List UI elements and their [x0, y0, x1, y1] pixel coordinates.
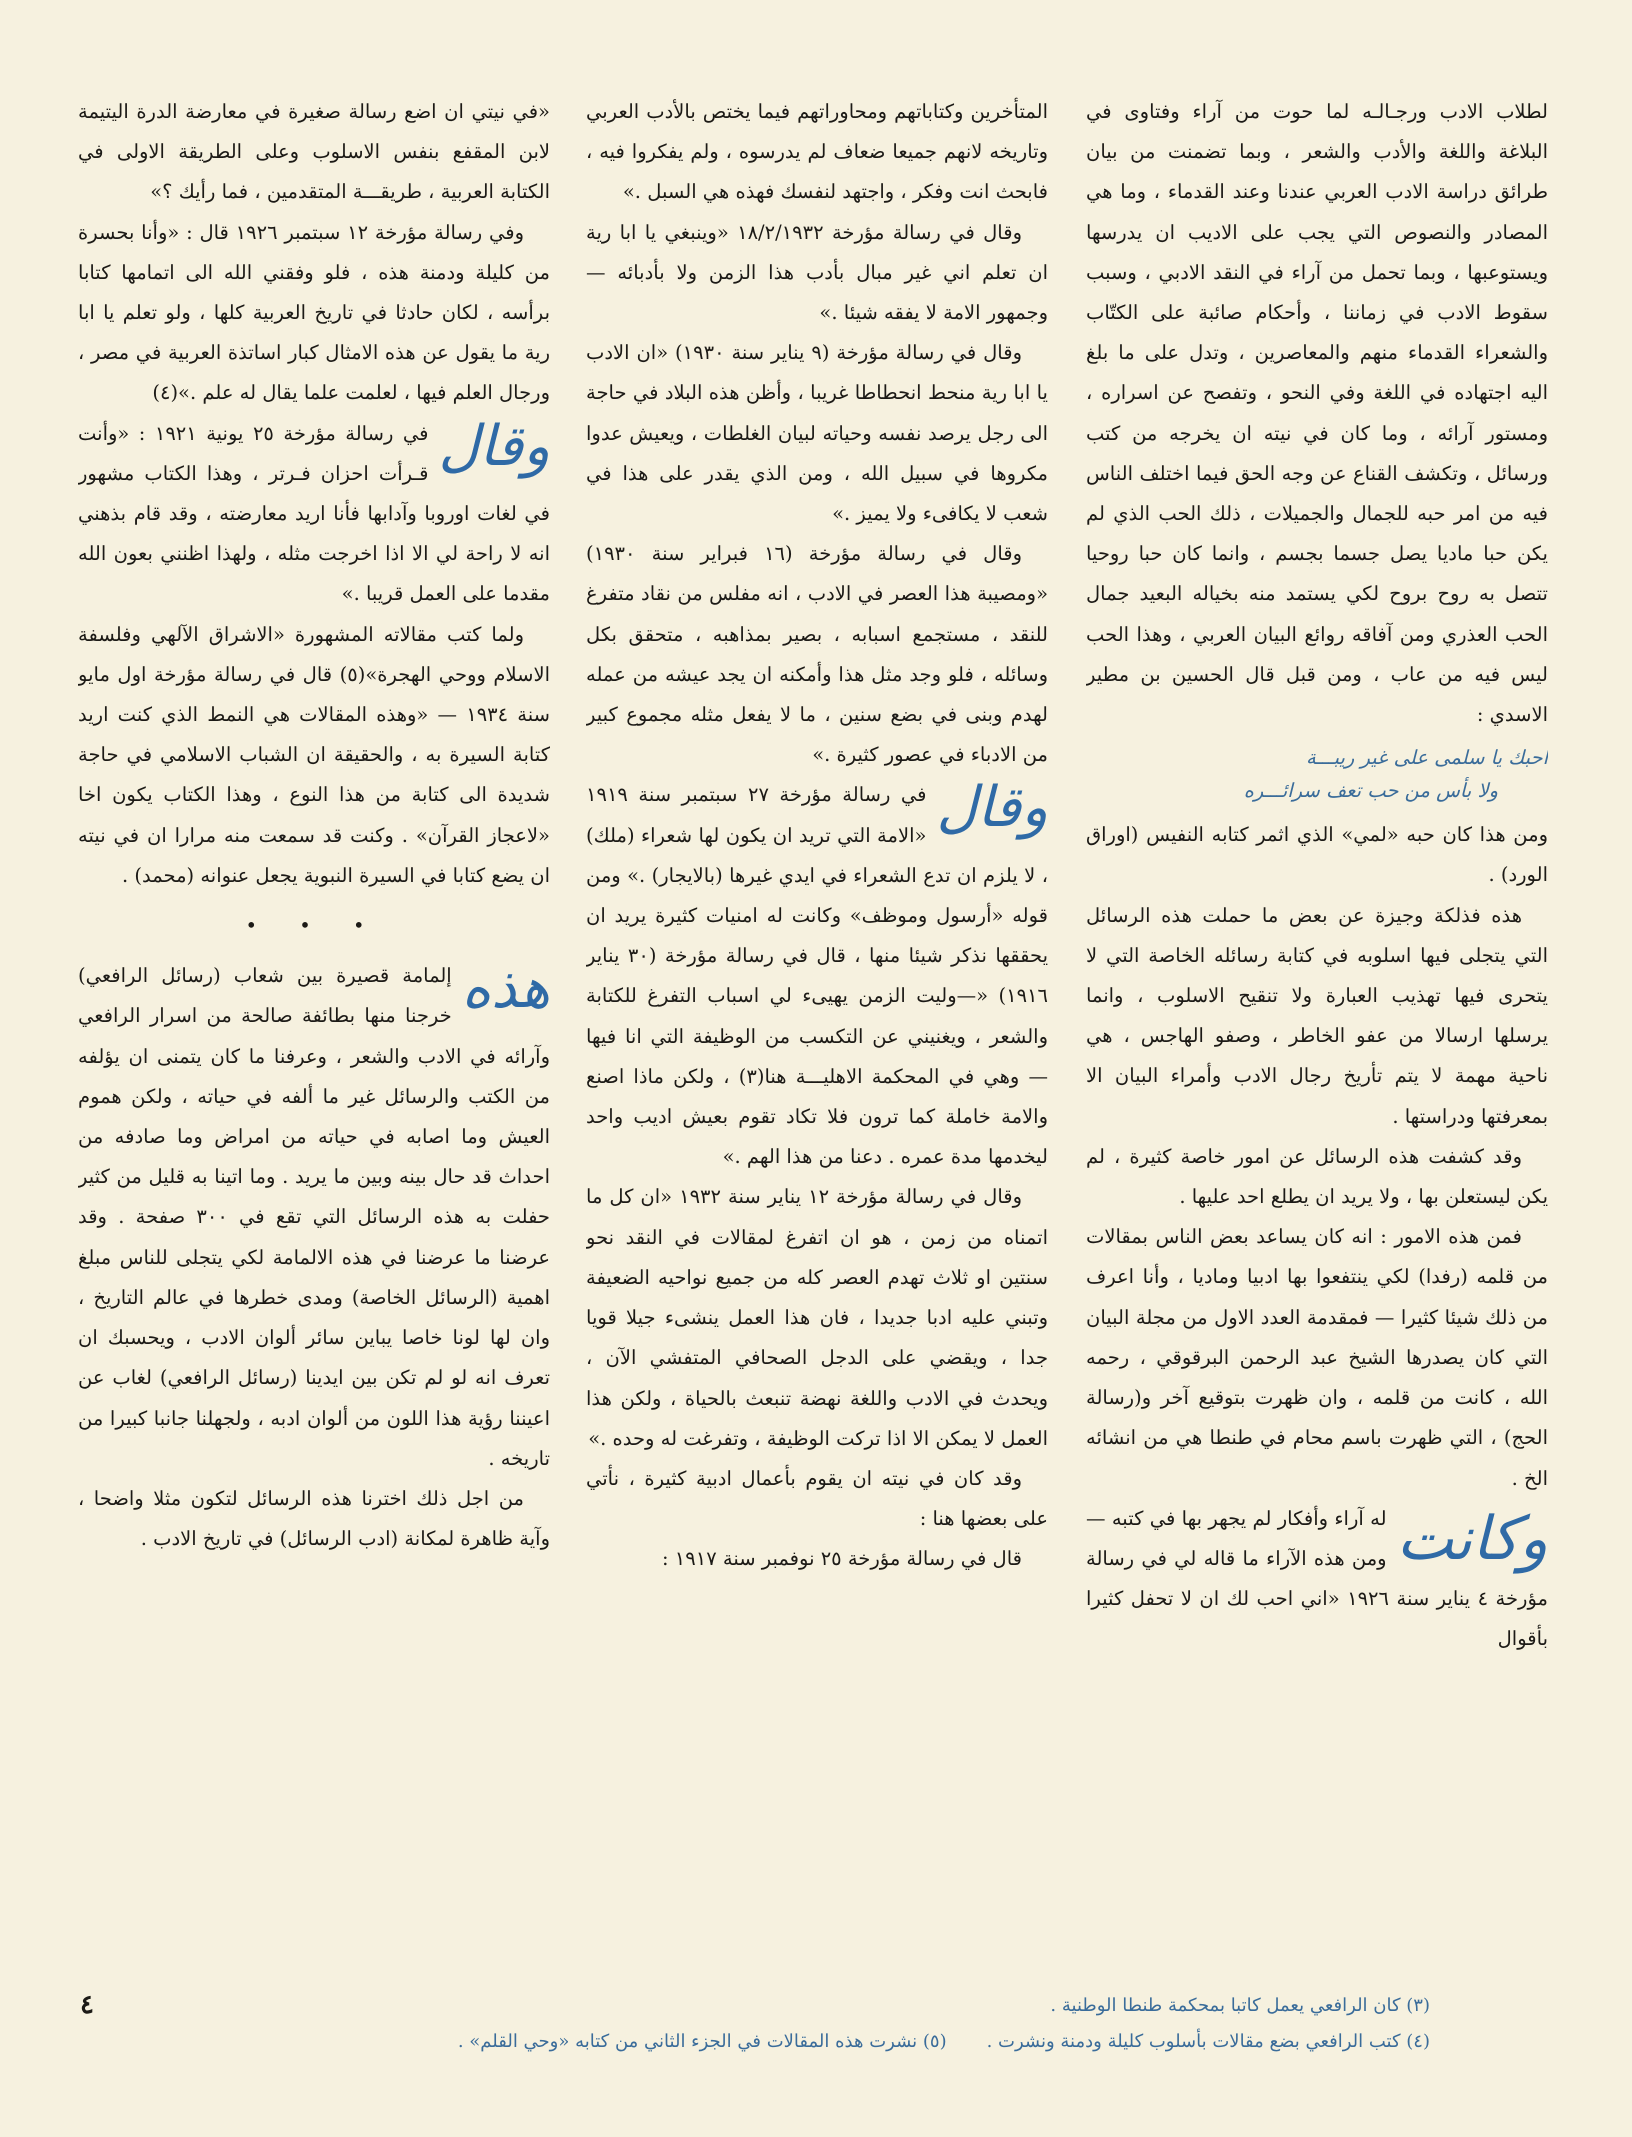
body-paragraph: قال في رسالة مؤرخة ٢٥ نوفمبر سنة ١٩١٧ :: [662, 1547, 1022, 1571]
body-paragraph: فمن هذه الامور : انه كان يساعد بعض الناس بمقالات من قلمه (رفدا) لكي ينتفعوا بها ادبيا وماديا ، وأنا اعرف من ذلك شيئا كثيرا — فمقدمة العدد الاول من مجلة البيان التي كان يصدرها الشيخ عبد الرحمن البرقوقي ، رحمه الله ، كانت من قلمه ، وان ظهرت بتوقيع آخر و(رسالة الحج) ، التي ظهرت باسم محام في طنطا هي من انشائه الخ .: [1086, 1225, 1548, 1490]
poem-verse: [1086, 741, 1548, 807]
body-paragraph: وقال في رسالة مؤرخة (١٦ فبراير سنة ١٩٣٠) «ومصيبة هذا العصر في الادب ، انه مفلس من نقاد متفرغ للنقد ، مستجمع اسبابه ، بصير بمذاهبه ، متحقق بكل وسائله ، فلو وجد مثل هذا وأمكنه ان يجد عيشه من عمله لهدم وبنى في بضع سنين ، ما لا يفعل مثله مجموع كبير من الادباء في عصور كثيرة .»: [586, 542, 1048, 767]
body-paragraph: «في نيتي ان اضع رسالة صغيرة في معارضة الدرة اليتيمة لابن المقفع بنفس الاسلوب وعلى الطريقة الاولى في الكتابة العربية ، طريقـــة المتقدمين ، فما رأيك ؟»: [78, 100, 550, 204]
body-paragraph: ولما كتب مقالاته المشهورة «الاشراق الآلهي وفلسفة الاسلام ووحي الهجرة»(٥) قال في رسالة مؤرخة اول مايو سنة ١٩٣٤ — «وهذه المقالات هي النمط الذي كنت اريد كتابة السيرة به ، والحقيقة ان الشباب الاسلامي في حاجة شديدة الى كتابة من هذا النوع ، وهذا الكتاب يكون اخا «لاعجاز القرآن» . وكنت قد سمعت منه مرارا ان في نيته ان يضع كتابا في السيرة النبوية يجعل عنوانه (محمد) .: [78, 622, 550, 887]
decorative-initial-word: هذه: [461, 956, 550, 1022]
footnote-4: (٤) كتب الرافعي بضع مقالات بأسلوب كليلة ودمنة ونشرت .: [986, 2031, 1430, 2052]
right-column: [1086, 92, 1548, 1992]
left-column: [78, 92, 550, 1992]
section-separator: • • •: [245, 914, 383, 938]
body-paragraph: ومن هذا كان حبه «لمي» الذي اثمر كتابه النفيس (اوراق الورد) .: [1086, 823, 1548, 887]
body-paragraph: المتأخرين وكتاباتهم ومحاوراتهم فيما يختص بالأدب العربي وتاريخه لانهم جميعا ضعاف لم يدرسوه ، ولم يفكروا فيه ، فابحث انت وفكر ، واجتهد لنفسك فهذه هي السبل .»: [586, 100, 1048, 204]
body-paragraph: وقال في رسالة مؤرخة ١٢ يناير سنة ١٩٣٢ «ان كل ما اتمناه من زمن ، هو ان اتفرغ لمقالات في النقد نحو سنتين او ثلاث تهدم العصر كله من جميع نواحيه الضعيفة وتبني عليه ادبا جديدا ، فان هذا العمل ينشىء جيلا قويا جدا ، ويقضي على الدجل الصحافي المتفشي الآن ، ويحدث في الادب واللغة نهضة تنبعث بالحياة ، ولكن هذا العمل لا يمكن الا اذا تركت الوظيفة ، وتفرغت له وحده .»: [586, 1185, 1048, 1450]
body-paragraph: وفي رسالة مؤرخة ١٢ سبتمبر ١٩٢٦ قال : «وأنا بحسرة من كليلة ودمنة هذه ، فلو وفقني الله الى اتمامها كتابا برأسه ، لكان حادثا في تاريخ العربية كلها ، ولو تعلم يا ابا رية ما يقول عن هذه الامثال كبار اساتذة العربية في مصر ، ورجال العلم فيها ، لعلمت علما يقال له علم .»(٤): [78, 220, 550, 405]
footnotes: [200, 1988, 1430, 2060]
footnote-row: [200, 2024, 1430, 2060]
body-paragraph: [586, 775, 1048, 1177]
body-paragraph: [78, 414, 550, 615]
paragraph-text: في رسالة مؤرخة ٢٧ سبتمبر سنة ١٩١٩ «الامة التي تريد ان يكون لها شعراء (ملك) ، لا يلزم ان تدع الشعراء في ايدي غيرها (بالايجار) .» ومن قوله «أرسول وموظف» وكانت له امنيات كثيرة يريد ان يحققها نذكر شيئا منها ، قال في رسالة مؤرخة (٣٠ يناير ١٩١٦) «—وليت الزمن يهيىء لي اسباب التفرغ للكتابة والشعر ، ويغنيني عن التكسب من الوظيفة التي انا فيها — وهي في المحكمة الاهليـــة هنا(٣) ، ولكن ماذا اصنع والامة خاملة كما ترون فلا تكاد تقوم بعيش اديب واحد ليخدمها مدة عمره . دعنا من هذا الهم .»: [586, 783, 1048, 1169]
decorative-initial-word: وقال: [438, 413, 550, 479]
body-paragraph: وقال في رسالة مؤرخة ١٨/٢/١٩٣٢ «وينبغي يا ابا رية ان تعلم اني غير مبال بأدب هذا الزمن ولا بأدبائه — وجمهور الامة لا يفقه شيئا .»: [586, 220, 1048, 325]
body-paragraph: وقد كشفت هذه الرسائل عن امور خاصة كثيرة ، لم يكن ليستعلن بها ، ولا يريد ان يطلع احد عليها .: [1086, 1144, 1548, 1209]
body-paragraph: لطلاب الادب ورجـالـه لما حوت من آراء وفتاوى في البلاغة واللغة والأدب والشعر ، وبما تضمنت من بيان طرائق دراسة الادب العربي عندنا وعند القدماء ، وما هي المصادر والنصوص التي يجب على الاديب ان يدرسها ويستوعبها ، وبما تحمل من آراء في النقد الادبي ، وسبب سقوط الادب في زماننا ، وأحكام صائبة على الكتّاب والشعراء القدماء منهم والمعاصرين ، وتدل على ما بلغ اليه اجتهاده في اللغة وفي النحو ، وتفصح عن اسراره ، ومستور آرائه ، وما كان في نيته ان يخرجه من كتب ورسائل ، وتكشف القناع عن وجه الحق فيما اختلف الناس فيه من امر حبه للجمال والجميلات ، ذلك الحب الذي لم يكن حبا ماديا يصل جسما بجسم ، وانما كان حبا روحيا تتصل به روح بروح لكي يستمد منه بخياله البعيد جمال الحب العذري ومن آفاقه روائع البيان العربي ، وهذا الحب ليس فيه من عاب ، ومن قبل قال الحسين بن مطير الاسدي :: [1086, 100, 1548, 727]
body-paragraph: وقد كان في نيته ان يقوم بأعمال ادبية كثيرة ، نأتي على بعضها هنا :: [586, 1466, 1048, 1531]
verse-line-2: ولا بأس من حب تعف سرائـــره: [1243, 779, 1498, 803]
footnote-row: [200, 1988, 1430, 2024]
footnote-5: (٥) نشرت هذه المقالات في الجزء الثاني من كتابه «وحي القلم» .: [457, 2031, 947, 2052]
body-paragraph: وقال في رسالة مؤرخة (٩ يناير سنة ١٩٣٠) «ان الادب يا ابا رية منحط انحطاطا غريبا ، وأظن هذه البلاد في حاجة الى رجل يرصد نفسه وحياته لبيان الغلطات ، ويعيش عدوا مكروها في سبيل الله ، ومن الذي يقدر على هذا في شعب لا يكافىء ولا يميز .»: [586, 341, 1048, 526]
decorative-initial-word: وكانت: [1396, 1503, 1548, 1574]
paragraph-text: له آراء وأفكار لم يجهر بها في كتبه — ومن هذه الآراء ما قاله لي في رسالة مؤرخة ٤ يناير سنة ١٩٢٦ «اني احب لك ان لا تحفل كثيرا بأقوال: [1086, 1506, 1548, 1651]
body-paragraph: [78, 956, 550, 1479]
body-paragraph: هذه فذلكة وجيزة عن بعض ما حملت هذه الرسائل التي يتجلى فيها اسلوبه في كتابة رسائله الخاصة التي لا يتحرى فيها تهذيب العبارة ولا تنقيح الاسلوب ، وانما يرسلها ارسالا من عفو الخاطر ، وصفو الهاجس ، هي ناحية مهمة لا يتم تأريخ رجال الادب وأمراء البيان الا بمعرفتها ودراستها .: [1086, 903, 1548, 1128]
body-paragraph: من اجل ذلك اخترنا هذه الرسائل لتكون مثلا واضحا ، وآية ظاهرة لمكانة (ادب الرسائل) في تاريخ الادب .: [78, 1486, 550, 1551]
paragraph-text: إلمامة قصيرة بين شعاب (رسائل الرافعي) خرجنا منها بطائفة صالحة من اسرار الرافعي وآرائه في الادب والشعر ، وعرفنا ما كان يتمنى ان يؤلفه من الكتب والرسائل غير ما ألفه في حياته ، ولكن هموم العيش وما اصابه في حياته من امراض وما صادفه من احداث قد حال بينه وبين ما يريد . وما اتينا به قليل من كثير حفلت به هذه الرسائل التي تقع في ٣٠٠ صفحة . وقد عرضنا ما عرضنا في هذه الالمامة لكي يتجلى للناس مبلغ اهمية (الرسائل الخاصة) ومدى خطرها في عالم التاريخ ، وان لها لونا خاصا يباين سائر ألوان الادب ، ويحسبك ان تعرف انه لو لم تكن بين ايدينا (رسائل الرافعي) لغاب عن اعيننا رؤية هذا اللون من ألوان ادبه ، ولجهلنا جانبا كبيرا من تاريخه .: [78, 964, 550, 1470]
page-number: ٤: [80, 1990, 94, 2020]
body-paragraph: [1086, 1499, 1548, 1660]
middle-column: [586, 92, 1048, 1992]
paragraph-text: في رسالة مؤرخة ٢٥ يونية ١٩٢١ : «وأنت قـرأت احزان فـرتر ، وهذا الكتاب مشهور في لغات اوروبا وآدابها فأنا اريد معارضته ، وقد قام بذهني انه لا راحة لي الا اذا اخرجت مثله ، ولهذا اظنني بعون الله مقدما على العمل قريبا .»: [78, 421, 550, 606]
footnote-3: (٣) كان الرافعي يعمل كاتبا بمحكمة طنطا الوطنية .: [1050, 1995, 1430, 2016]
decorative-initial-word: وقال: [936, 775, 1048, 841]
verse-line-1: احبك يا سلمى على غير ريبـــة: [1306, 746, 1548, 770]
